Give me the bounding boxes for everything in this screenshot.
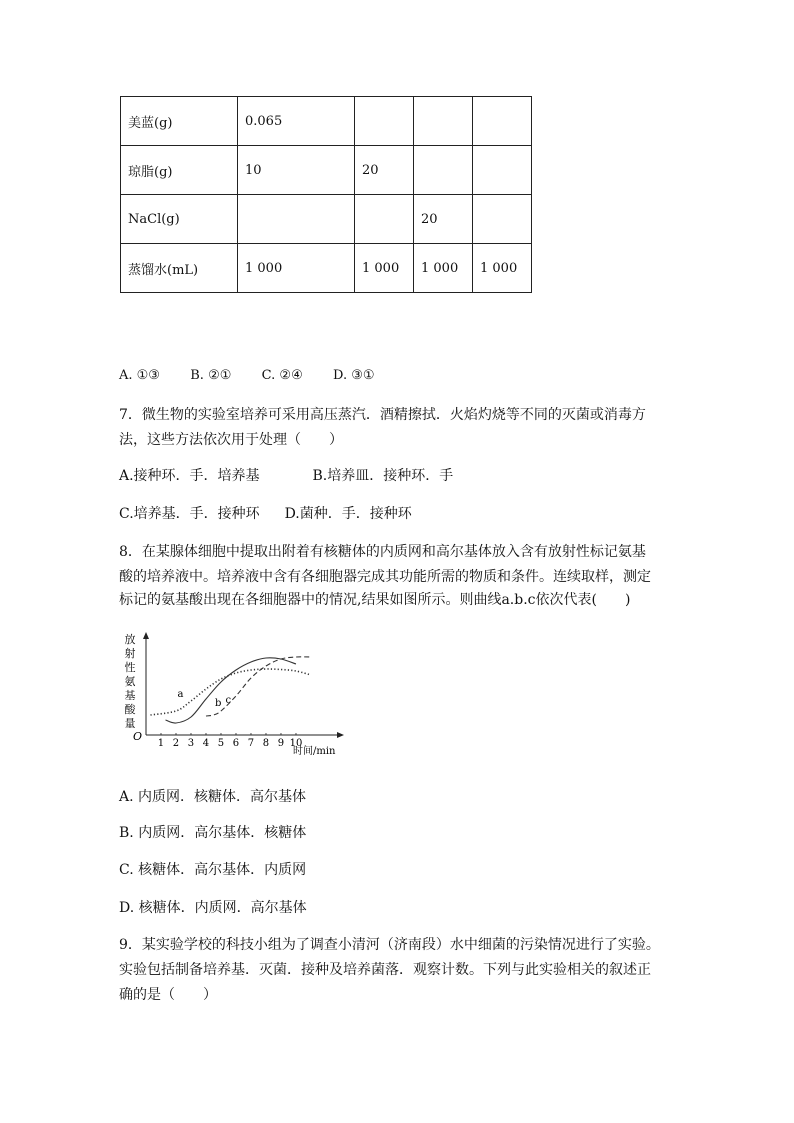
x-tick-label: 5 bbox=[217, 738, 225, 749]
q8-option-b: B. 内质网．高尔基体．核糖体 bbox=[119, 825, 307, 841]
table-cell bbox=[473, 195, 532, 244]
table-cell: 蒸馏水(mL) bbox=[121, 244, 238, 293]
table-cell bbox=[473, 146, 532, 195]
curve-c bbox=[206, 657, 311, 716]
table-cell: 1 000 bbox=[355, 244, 414, 293]
x-axis-label: 时间/min bbox=[293, 746, 336, 757]
q9-stem-line1: 9．某实验学校的科技小组为了调查小清河（济南段）水中细菌的污染情况进行了实验。 bbox=[119, 937, 660, 953]
x-tick-label: 1 bbox=[157, 738, 165, 749]
x-tick-label: 6 bbox=[232, 738, 240, 749]
table-row bbox=[121, 195, 532, 244]
y-axis-label-char: 射 bbox=[124, 647, 136, 660]
x-tick-label: 4 bbox=[202, 738, 210, 749]
y-axis-arrow bbox=[143, 632, 149, 639]
q6-option-b: B. ②① bbox=[190, 368, 232, 383]
curve-a bbox=[150, 669, 310, 715]
q8-option-a: A. 内质网．核糖体．高尔基体 bbox=[119, 789, 307, 805]
curve-label-a: a bbox=[177, 689, 184, 700]
table-cell bbox=[473, 97, 532, 146]
q6-option-a: A. ①③ bbox=[119, 368, 160, 383]
q8-option-d: D. 核糖体．内质网．高尔基体 bbox=[119, 900, 307, 916]
q9-stem-line2: 实验包括制备培养基．灭菌．接种及培养菌落．观察计数。下列与此实验相关的叙述正 bbox=[119, 962, 651, 978]
q7-stem-line1: 7．微生物的实验室培养可采用高压蒸汽．酒精擦拭．火焰灼烧等不同的灭菌或消毒方 bbox=[119, 407, 646, 423]
q7-options-row1 bbox=[119, 465, 453, 485]
table-cell: 0.065 bbox=[238, 97, 355, 146]
table-cell bbox=[414, 146, 473, 195]
table-cell: 1 000 bbox=[238, 244, 355, 293]
y-axis-label-char: 性 bbox=[124, 661, 136, 674]
y-axis-label-char: 酸 bbox=[124, 703, 136, 716]
q8-option-c: C. 核糖体．高尔基体．内质网 bbox=[119, 862, 307, 878]
q7-stem-line2: 法，这些方法依次用于处理（ ） bbox=[119, 432, 343, 448]
y-axis-label-char: 量 bbox=[124, 717, 136, 730]
amino-acid-chart bbox=[118, 630, 348, 760]
curve-label-c: c bbox=[225, 695, 232, 706]
table-row bbox=[121, 97, 532, 146]
q6-option-d: D. ③① bbox=[333, 368, 375, 383]
table-cell: 20 bbox=[414, 195, 473, 244]
x-tick-label: 2 bbox=[172, 738, 180, 749]
q8-stem-line3: 标记的氨基酸出现在各细胞器中的情况,结果如图所示。则曲线a.b.c依次代表( ) bbox=[119, 592, 631, 608]
table-cell bbox=[355, 97, 414, 146]
table-cell: 琼脂(g) bbox=[121, 146, 238, 195]
q8-stem-line1: 8．在某腺体细胞中提取出附着有核糖体的内质网和高尔基体放入含有放射性标记氨基 bbox=[119, 544, 646, 560]
x-tick-label: 3 bbox=[187, 738, 195, 749]
table-cell: 1 000 bbox=[473, 244, 532, 293]
q7-option-d: D.菌种．手．接种环 bbox=[284, 506, 412, 522]
curve-b bbox=[165, 658, 295, 723]
q9-stem-line3: 确的是（ ） bbox=[119, 987, 217, 1003]
table-cell: 1 000 bbox=[414, 244, 473, 293]
q6-option-c: C. ②④ bbox=[261, 368, 303, 383]
y-axis-label-char: 基 bbox=[124, 689, 136, 702]
table-row bbox=[121, 244, 532, 293]
origin-label: O bbox=[133, 730, 143, 743]
x-tick-label: 8 bbox=[262, 738, 270, 749]
q7-option-c: C.培养基．手．接种环 bbox=[119, 506, 260, 522]
q6-options bbox=[119, 368, 375, 383]
x-tick-label: 7 bbox=[247, 738, 255, 749]
q8-stem-line2: 酸的培养液中。培养液中含有各细胞器完成其功能所需的物质和条件。连续取样，测定 bbox=[119, 569, 651, 585]
table-cell bbox=[414, 97, 473, 146]
table-cell: 10 bbox=[238, 146, 355, 195]
q7-option-a: A.接种环．手．培养基 bbox=[119, 468, 260, 484]
table-cell bbox=[238, 195, 355, 244]
table-cell: NaCl(g) bbox=[121, 195, 238, 244]
y-axis-label-char: 放 bbox=[124, 633, 136, 646]
x-axis-arrow bbox=[337, 732, 344, 738]
x-tick-label: 9 bbox=[277, 738, 285, 749]
curve-label-b: b bbox=[214, 698, 222, 709]
table-cell bbox=[355, 195, 414, 244]
table-cell: 20 bbox=[355, 146, 414, 195]
x-tick-label: 10 bbox=[289, 738, 303, 749]
y-axis-label-char: 氨 bbox=[124, 675, 136, 688]
media-table bbox=[120, 96, 532, 293]
q7-option-b: B.培养皿．接种环．手 bbox=[312, 468, 454, 484]
q7-options-row2 bbox=[119, 503, 412, 523]
table-cell: 美蓝(g) bbox=[121, 97, 238, 146]
table-row bbox=[121, 146, 532, 195]
y-axis-label bbox=[125, 633, 137, 730]
